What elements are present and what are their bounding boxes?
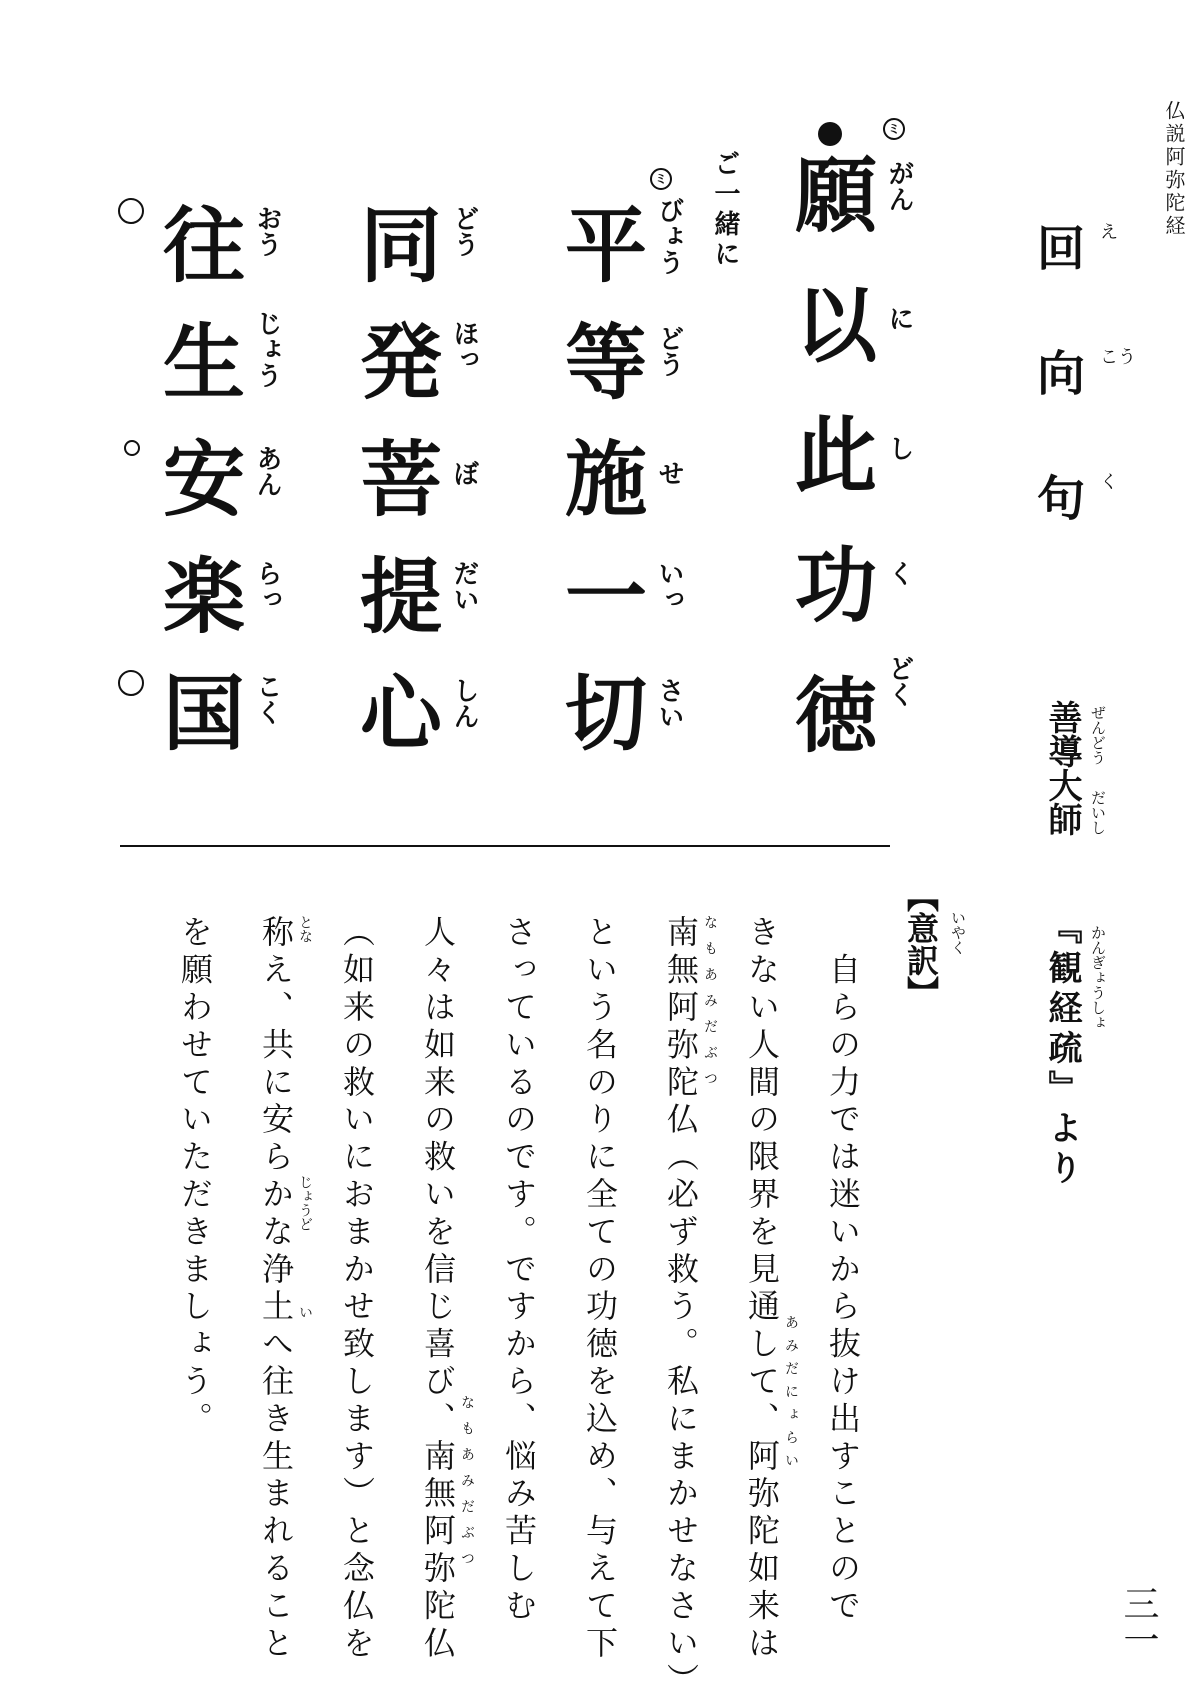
verse-char: 発	[359, 315, 442, 411]
verse-column-1	[790, 148, 920, 775]
verse-char: 徳	[794, 668, 877, 764]
verse-ruby: ぼ	[449, 460, 479, 486]
translation-label: 【意訳】	[902, 880, 940, 1008]
verse-ruby: おう	[252, 205, 282, 257]
translation-line: 南無阿弥陀仏（必ず救う。私にまかせなさい）	[662, 915, 700, 1700]
ruby-namuamidabutsu: なもあみだぶつ	[459, 1395, 475, 1577]
mi-mark-icon: ミ	[650, 168, 672, 190]
ruby-i: い	[297, 1305, 313, 1319]
verse-ruby: に	[884, 305, 914, 331]
verse-ruby: いっ	[654, 560, 684, 612]
ruby-namuamidabutsu: なもあみだぶつ	[702, 915, 718, 1097]
verse-char: 同	[359, 198, 442, 294]
verse-ruby: ほっ	[449, 320, 479, 372]
title-ruby: く	[1100, 472, 1118, 493]
verse-ruby: がん	[884, 160, 914, 212]
small-circle-mark-icon	[124, 440, 140, 456]
translation-line: 称え、共に安らかな浄土へ往き生まれること	[257, 915, 295, 1663]
translation-line: という名のりに全ての功徳を込め、与えて下	[581, 915, 619, 1663]
translation-line: 自らの力では迷いから抜け出すことので	[824, 915, 862, 1626]
verse-char: 願	[794, 148, 877, 244]
verse-char: 生	[162, 315, 245, 411]
verse-char: 心	[359, 666, 442, 762]
verse-ruby: びょう	[654, 197, 684, 275]
author-name: 善導大師	[1042, 700, 1082, 836]
verse-column-3	[355, 198, 485, 825]
label-ruby: いやく	[949, 910, 967, 955]
translation-line: を願わせていただきましょう。	[176, 915, 214, 1439]
together-note: ご一緒に	[710, 150, 740, 270]
section-divider	[120, 845, 890, 847]
verse-ruby: しん	[449, 677, 479, 729]
verse-char: 提	[359, 549, 442, 645]
translation-line: （如来の救いにおまかせ致します）と念仏を	[338, 915, 376, 1663]
verse-column-2	[560, 197, 690, 825]
verse-ruby: あん	[252, 445, 282, 497]
circle-mark-icon	[118, 670, 144, 696]
title-ruby: こう	[1100, 347, 1136, 368]
verse-ruby: だい	[449, 560, 479, 612]
author-ruby: だいし	[1089, 790, 1107, 835]
ruby-amida-nyorai: あみだにょらい	[783, 1315, 799, 1476]
ruby-joudo: じょうど	[297, 1175, 313, 1231]
page-number: 三一	[1118, 1585, 1159, 1657]
verse-ruby: こく	[252, 673, 282, 725]
verse-ruby: じょう	[252, 310, 282, 388]
verse-char: 菩	[359, 432, 442, 528]
verse-ruby: し	[884, 435, 914, 461]
verse-char: 施	[564, 432, 647, 528]
circle-mark-icon	[118, 198, 144, 224]
verse-char: 功	[794, 538, 877, 634]
running-header: 仏説阿弥陀経	[1162, 100, 1186, 238]
verse-char: 以	[794, 278, 877, 374]
verse-char: 平	[564, 198, 647, 294]
verse-ruby: らっ	[252, 560, 282, 612]
title-ruby: え	[1100, 222, 1118, 243]
page-title	[1030, 210, 1140, 550]
verse-ruby: どう	[654, 325, 684, 377]
translation-line: 人々は如来の救いを信じ喜び、南無阿弥陀仏	[419, 915, 457, 1663]
verse-char: 楽	[162, 549, 245, 645]
translation-line: さっているのです。ですから、悩み苦しむ	[500, 915, 538, 1626]
breath-dot-icon	[818, 122, 842, 146]
verse-char: 等	[564, 315, 647, 411]
title-char: 向	[1036, 346, 1085, 402]
title-char: 回	[1036, 221, 1085, 277]
source-ruby: かんぎょうしょ	[1089, 925, 1107, 1030]
verse-char: 往	[162, 198, 245, 294]
verse-ruby: どう	[449, 205, 479, 257]
translation-line: きない人間の限界を見通して、阿弥陀如来は	[743, 915, 781, 1663]
verse-char: 切	[564, 666, 647, 762]
verse-ruby: どく	[884, 655, 914, 707]
author-ruby: ぜんどう	[1089, 705, 1107, 765]
ruby-tona: とな	[297, 915, 313, 943]
verse-char: 此	[794, 408, 877, 504]
mi-mark-icon: ミ	[883, 118, 905, 140]
verse-column-4	[158, 198, 288, 825]
verse-ruby: せ	[654, 460, 684, 486]
verse-char: 国	[162, 666, 245, 762]
source-title: 『観経疏』より	[1042, 910, 1082, 1190]
verse-char: 一	[564, 549, 647, 645]
verse-char: 安	[162, 432, 245, 528]
title-char: 句	[1036, 471, 1085, 527]
verse-ruby: さい	[654, 677, 684, 729]
verse-ruby: く	[884, 560, 914, 586]
